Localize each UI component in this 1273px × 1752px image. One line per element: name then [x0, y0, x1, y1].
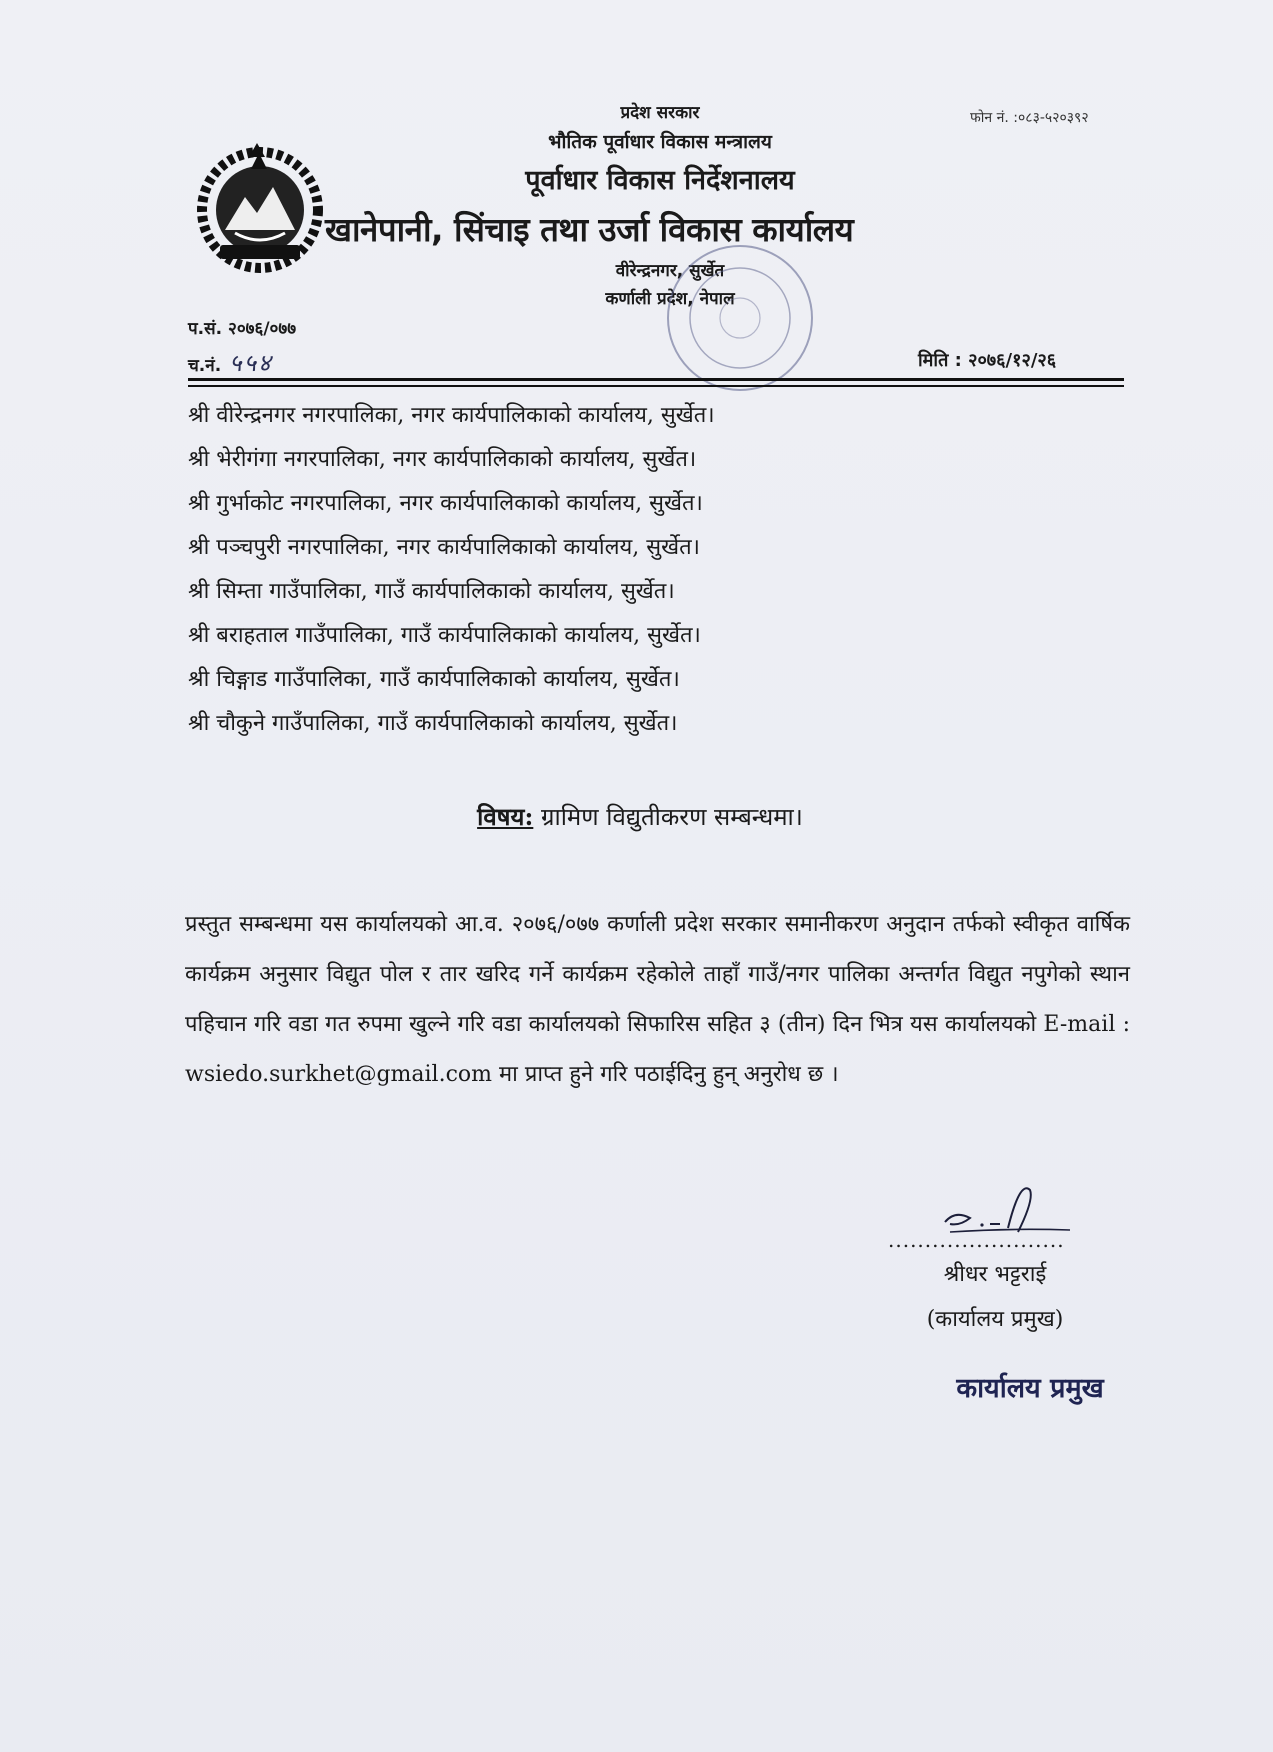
- header-divider-thick: [188, 378, 1124, 381]
- header-divider-thin: [188, 385, 1124, 387]
- recipient-item: श्री सिम्ता गाउँपालिका, गाउँ कार्यपालिकाको कार्यालय, सुर्खेत।: [188, 579, 675, 604]
- signatory-title: (कार्यालय प्रमुख): [926, 1307, 1064, 1332]
- recipient-item: श्री भेरीगंगा नगरपालिका, नगर कार्यपालिकाको कार्यालय, सुर्खेत।: [188, 447, 697, 472]
- directorate-name: पूर्वाधार विकास निर्देशनालय: [525, 165, 795, 196]
- subject-text: ग्रामिण विद्युतीकरण सम्बन्धमा।: [533, 803, 803, 831]
- recipient-list: [188, 394, 715, 746]
- province-government: प्रदेश सरकार: [620, 103, 700, 123]
- office-head-stamp: कार्यालय प्रमुख: [956, 1373, 1104, 1404]
- recipient-item: श्री वीरेन्द्रनगर नगरपालिका, नगर कार्यपालिकाको कार्यालय, सुर्खेत।: [188, 403, 715, 428]
- ministry-name: भौतिक पूर्वाधार विकास मन्त्रालय: [548, 131, 772, 153]
- signatory-name: श्रीधर भट्टराई: [943, 1262, 1047, 1287]
- address-city: वीरेन्द्रनगर, सुर्खेत: [615, 261, 725, 281]
- dispatch-number: [188, 346, 273, 379]
- office-seal-stamp: [640, 228, 840, 408]
- letter-date: मिति : २०७६/१२/२६: [918, 350, 1057, 371]
- dispatch-label: च.नं.: [188, 356, 222, 376]
- office-name: खानेपानी, सिंचाइ तथा उर्जा विकास कार्यालय: [325, 210, 854, 249]
- phone-number: फोन नं. :०८३-५२०३९२: [970, 110, 1089, 126]
- recipient-item: श्री गुर्भाकोट नगरपालिका, नगर कार्यपालिकाको कार्यालय, सुर्खेत।: [188, 491, 703, 516]
- recipient-item: श्री बराहताल गाउँपालिका, गाउँ कार्यपालिकाको कार्यालय, सुर्खेत।: [188, 623, 701, 648]
- recipient-item: श्री चौकुने गाउँपालिका, गाउँ कार्यपालिकाको कार्यालय, सुर्खेत।: [188, 711, 678, 736]
- recipient-item: श्री पञ्चपुरी नगरपालिका, नगर कार्यपालिकाको कार्यालय, सुर्खेत।: [188, 535, 701, 560]
- recipient-item: श्री चिङ्गाड गाउँपालिका, गाउँ कार्यपालिकाको कार्यालय, सुर्खेत।: [188, 667, 680, 692]
- reference-number: प.सं. २०७६/०७७: [188, 319, 297, 339]
- nepal-emblem-icon: [185, 135, 335, 285]
- letter-body: प्रस्तुत सम्बन्धमा यस कार्यालयको आ.व. २०७६/०७७ कर्णाली प्रदेश सरकार समानीकरण अनुदान तर्फको स्वीकृत वार्षिक कार्यक्रम अनुसार विद्युत पोल र तार खरिद गर्ने कार्यक्रम रहेकोले ताहाँ गाउँ/नगर पालिका अन्तर्गत विद्युत नपुगेको स्थान पहिचान गरि वडा गत रुपमा खुल्ने गरि वडा कार्यालयको सिफारिस सहित ३ (तीन) दिन भित्र यस कार्यालयको E-mail : wsiedo.surkhet@gmail.com मा प्राप्त हुने गरि पठाईदिनु हुन् अनुरोध छ ।: [185, 912, 1130, 1087]
- subject-line: [300, 800, 980, 833]
- subject-label: विषय:: [477, 802, 534, 831]
- address-province: कर्णाली प्रदेश, नेपाल: [605, 289, 735, 309]
- dispatch-number-handwritten: ५५४: [229, 349, 273, 377]
- signature-line: ........................: [888, 1228, 1065, 1252]
